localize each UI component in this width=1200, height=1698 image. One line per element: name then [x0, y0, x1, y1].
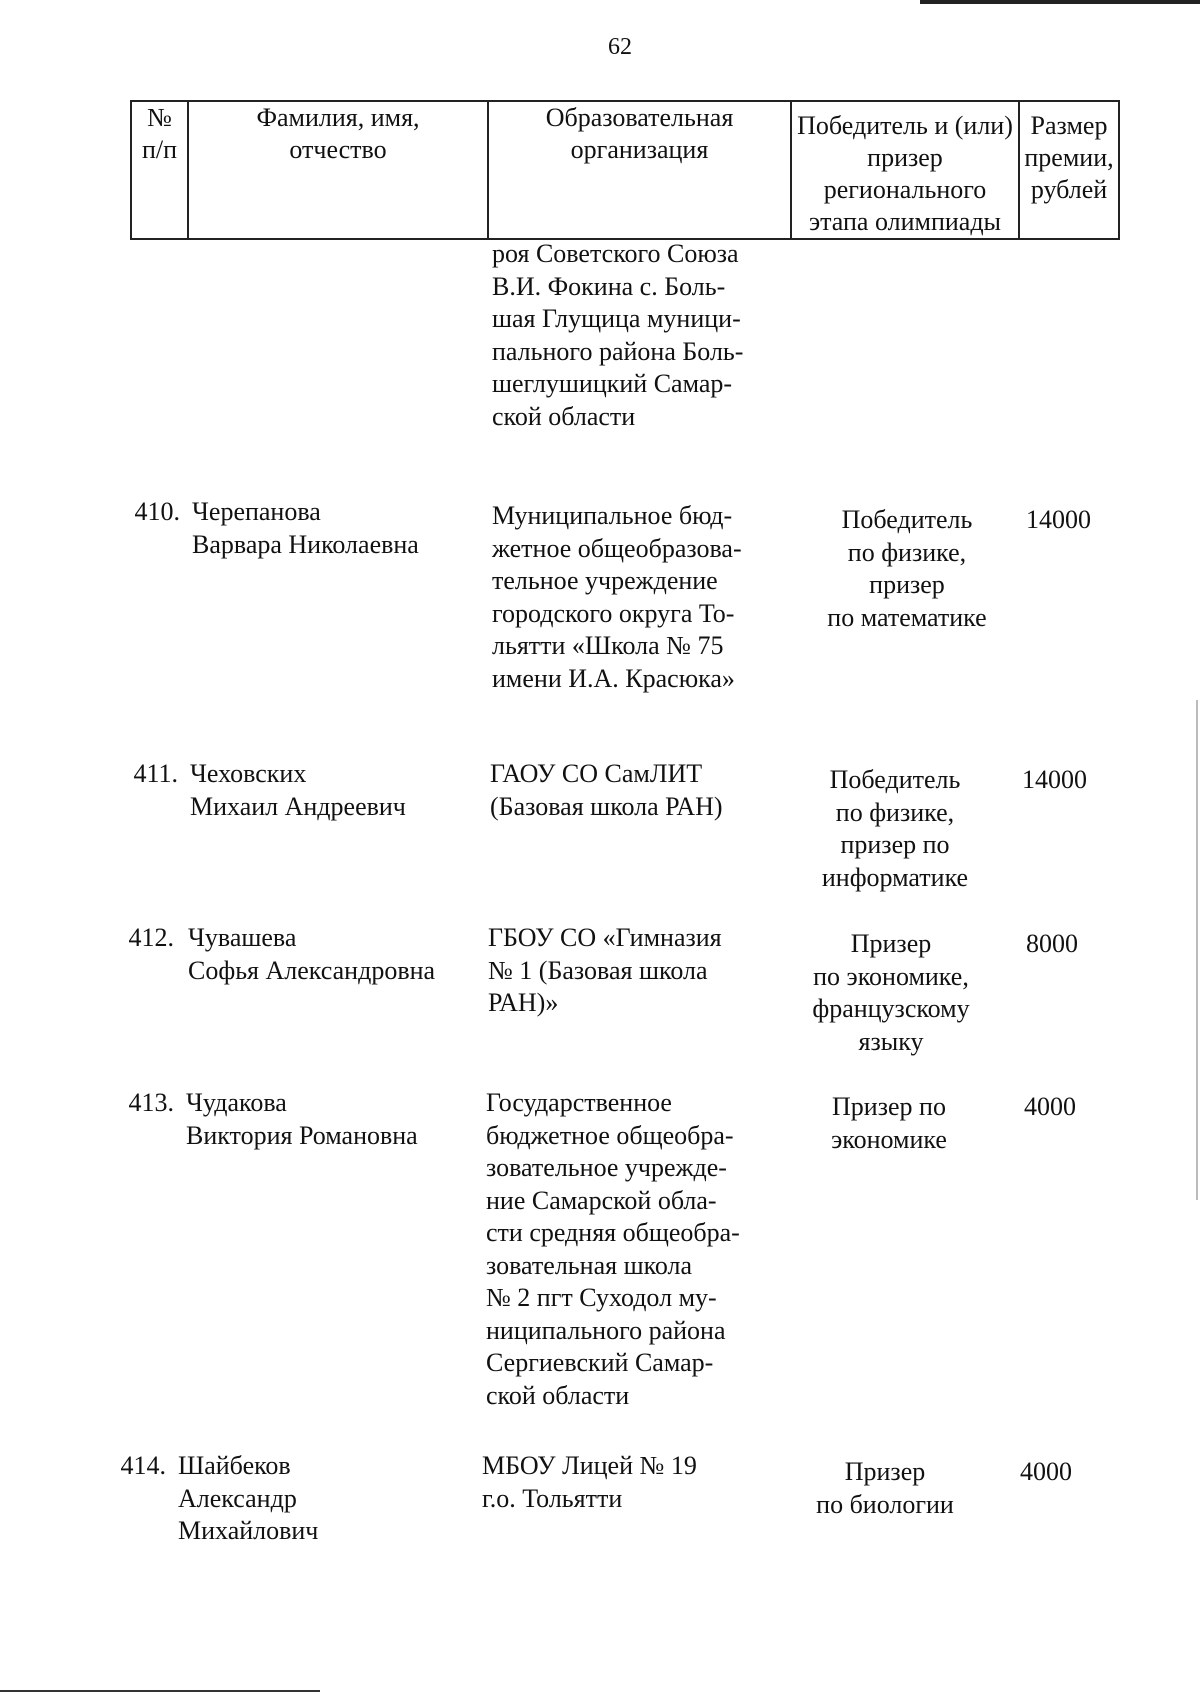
name-line: Михаил Андреевич [190, 791, 406, 821]
name-cell [192, 496, 462, 561]
org-line: зовательная школа [486, 1250, 693, 1280]
org-line: ГАОУ СО СамЛИТ [490, 759, 703, 788]
org-line: ниципального района [486, 1315, 726, 1345]
org-line: Государственное [486, 1088, 672, 1117]
award-line: призер по [840, 830, 950, 859]
award-line: Победитель [829, 765, 961, 794]
award-line: французскому [812, 994, 970, 1023]
award-line: по экономике, [813, 961, 969, 991]
award-line: Призер по [832, 1092, 946, 1121]
header-col-award: Победитель и (или) призер регионального этапа олимпиады [791, 101, 1019, 239]
org-line: зовательное учрежде- [486, 1153, 727, 1182]
prize-cell: 4000 [1020, 1457, 1072, 1486]
prize-cell: 4000 [1024, 1092, 1076, 1121]
award-cell [780, 928, 1002, 1058]
prize-cell: 14000 [1022, 765, 1087, 794]
org-line: РАН)» [488, 988, 559, 1017]
name-line: Варвара Николаевна [192, 529, 419, 559]
award-line: языку [858, 1026, 924, 1056]
org-line: Сергиевский Самар- [486, 1348, 714, 1377]
name-cell [186, 1087, 466, 1152]
org-line: шая Глущица муници- [492, 304, 741, 333]
org-line: МБОУ Лицей № 19 [482, 1451, 697, 1480]
row-number: 411. [133, 759, 178, 788]
org-line: ской области [492, 401, 636, 431]
header-col-org: Образовательная организация [488, 101, 791, 239]
org-line: имени И.А. Красюка» [492, 663, 735, 693]
org-line: шеглушицкий Самар- [492, 369, 733, 398]
award-line: Призер [850, 929, 932, 958]
org-line: ской области [486, 1380, 630, 1410]
award-line: по физике, [847, 537, 967, 567]
award-line: по математике [827, 602, 987, 632]
award-cell [796, 504, 1018, 634]
name-line: Шайбеков [178, 1451, 291, 1480]
org-cell [488, 922, 770, 1020]
org-line: В.И. Фокина с. Боль- [492, 271, 726, 301]
award-line: информатике [821, 862, 969, 892]
org-line: тельное учреждение [492, 566, 718, 595]
award-line: экономике [831, 1124, 947, 1154]
org-line: сти средняя общеобра- [486, 1218, 740, 1247]
org-line: ние Самарской обла- [486, 1185, 717, 1215]
award-cell [774, 1456, 996, 1521]
org-line: жетное общеобразова- [492, 533, 742, 563]
header-col-number: № п/п [131, 101, 188, 239]
name-line: Софья Александровна [188, 955, 436, 985]
name-line: Черепанова [192, 497, 321, 526]
name-cell [190, 758, 460, 823]
scan-edge-right [1196, 700, 1198, 1200]
scan-edge-top [920, 0, 1200, 4]
org-line: г.о. Тольятти [482, 1483, 623, 1513]
award-line: Победитель [841, 505, 973, 534]
header-col-name: Фамилия, имя, отчество [188, 101, 488, 239]
name-line: Чувашева [188, 923, 297, 952]
award-line: по физике, [835, 797, 955, 827]
name-line: Александр [178, 1483, 297, 1513]
award-line: по биологии [816, 1489, 954, 1519]
row-number: 412. [128, 923, 174, 952]
name-cell [178, 1450, 448, 1548]
award-cell [784, 764, 1006, 894]
name-cell [188, 922, 468, 987]
award-cell [778, 1091, 1000, 1156]
award-line: Призер [844, 1457, 926, 1486]
header-col-prize: Размер премии, рублей [1019, 101, 1119, 239]
row-number: 413. [128, 1088, 174, 1117]
org-line: городского округа То- [492, 598, 735, 628]
org-cell [490, 758, 772, 823]
org-cell [486, 1087, 768, 1412]
award-line: призер [869, 570, 945, 599]
org-line: пального района Боль- [492, 336, 744, 366]
name-line: Виктория Романовна [186, 1120, 418, 1150]
org-line: ГБОУ СО «Гимназия [488, 923, 722, 952]
org-line: (Базовая школа РАН) [490, 791, 723, 821]
org-line: № 1 (Базовая школа [488, 955, 708, 985]
scan-edge-bottom [0, 1690, 320, 1692]
org-cell [492, 500, 774, 695]
table-header [130, 100, 1120, 240]
org-line: роя Советского Союза [492, 239, 739, 268]
prize-cell: 14000 [1026, 505, 1091, 534]
row-number: 410. [134, 497, 180, 526]
page-number: 62 [608, 34, 632, 60]
name-line: Михайлович [178, 1516, 319, 1545]
name-line: Чеховских [190, 759, 307, 788]
org-line: Муниципальное бюд- [492, 501, 733, 530]
name-line: Чудакова [186, 1088, 287, 1117]
org-line: № 2 пгт Суходол му- [486, 1283, 717, 1312]
org-line: льятти «Школа № 75 [492, 631, 724, 660]
prize-cell: 8000 [1026, 929, 1078, 958]
org-cell [482, 1450, 764, 1515]
org-line: бюджетное общеобра- [486, 1120, 734, 1150]
row-number: 414. [120, 1451, 166, 1480]
org-cell [492, 238, 774, 433]
